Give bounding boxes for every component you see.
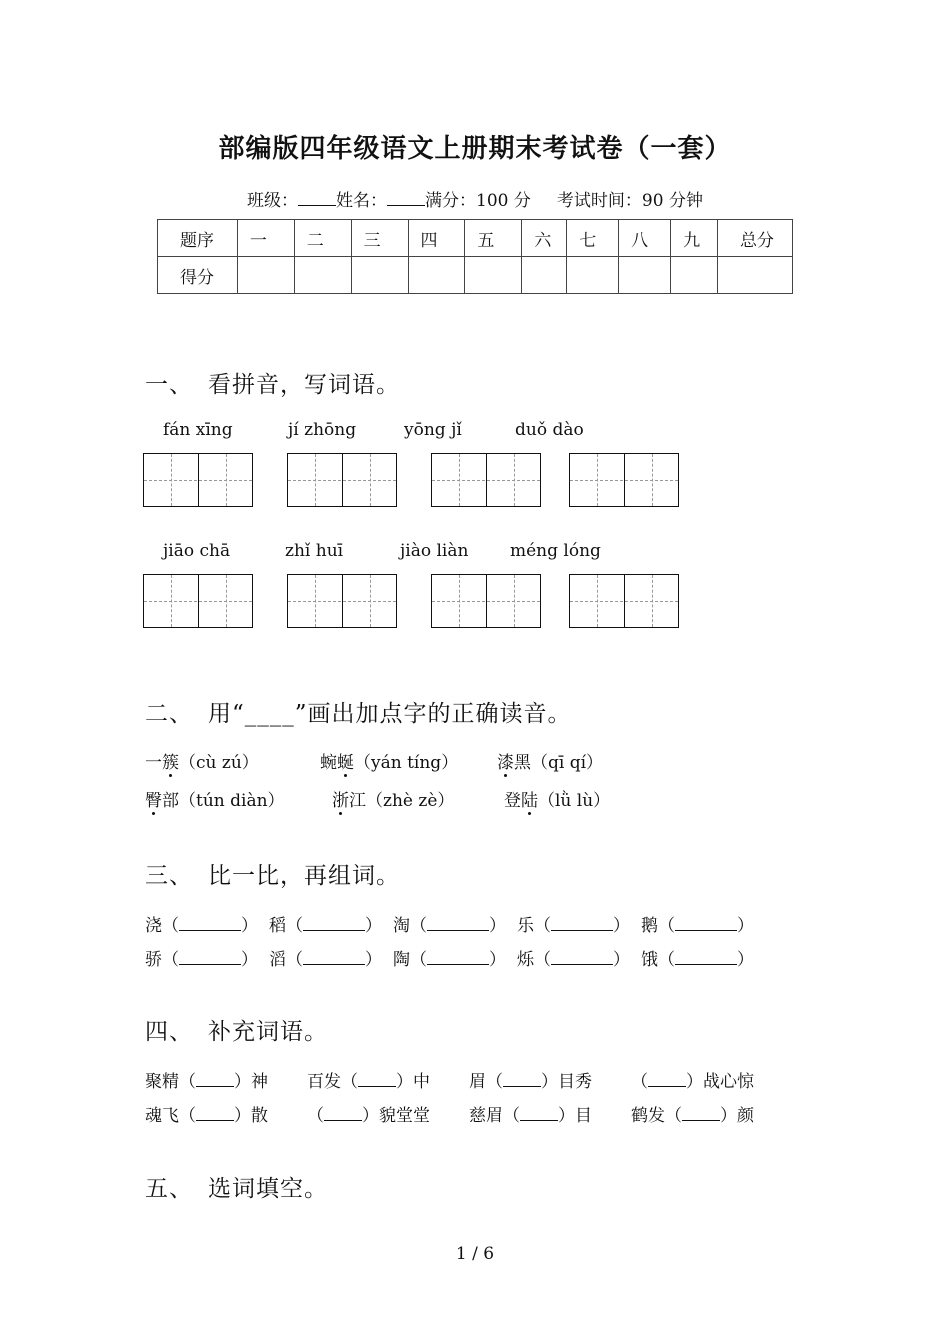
idiom-item[interactable]: 眉（ ）目秀 [469, 1072, 592, 1092]
score-cell[interactable] [237, 257, 294, 294]
dotted-char: 蜒 [337, 748, 354, 773]
writing-grid[interactable] [569, 453, 679, 507]
writing-grid[interactable] [287, 574, 397, 628]
section-title: 用“____”画出加点字的正确读音。 [208, 701, 572, 727]
dotted-char: 臀 [145, 786, 162, 811]
compare-row [145, 945, 765, 970]
score-header-cell: 题序 [158, 220, 238, 257]
item-options: 江（zhè zè） [349, 791, 455, 811]
compare-row [145, 911, 765, 936]
writing-grid[interactable] [143, 453, 253, 507]
item-prefix: 登 [504, 791, 521, 811]
score-table-score-row [158, 257, 793, 294]
section-title: 比一比，再组词。 [208, 863, 400, 889]
score-cell[interactable] [465, 257, 522, 294]
reading-item[interactable] [504, 786, 610, 811]
score-header-cell: 六 [522, 220, 567, 257]
idiom-item[interactable]: 百发（ ）中 [307, 1072, 430, 1092]
item-prefix: 一 [145, 753, 162, 773]
compare-item[interactable]: 烁（ ） [517, 950, 630, 970]
section-number: 五、 [145, 1176, 193, 1202]
idiom-row [145, 1067, 793, 1092]
score-header-cell: 四 [408, 220, 465, 257]
compare-item[interactable]: 稻（ ） [269, 916, 382, 936]
score-cell[interactable] [567, 257, 619, 294]
score-header-cell: 九 [671, 220, 718, 257]
pinyin-label: jiāo chā [163, 541, 231, 561]
score-cell[interactable] [408, 257, 465, 294]
idiom-item[interactable]: 聚精（ ）神 [145, 1072, 268, 1092]
page-number: 1 / 6 [455, 1244, 495, 1264]
score-header-cell: 总分 [718, 220, 793, 257]
writing-grid[interactable] [569, 574, 679, 628]
idiom-item[interactable]: 慈眉（ ）目 [469, 1106, 592, 1126]
score-header-cell: 二 [294, 220, 351, 257]
score-row-label: 得分 [158, 257, 238, 294]
compare-item[interactable]: 饿（ ） [641, 950, 754, 970]
idiom-row [145, 1101, 793, 1126]
writing-grid[interactable] [431, 453, 541, 507]
section-number: 三、 [145, 863, 193, 889]
compare-item[interactable]: 滔（ ） [269, 950, 382, 970]
page-title: 部编版四年级语文上册期末考试卷（一套） [218, 134, 732, 164]
score-cell[interactable] [619, 257, 671, 294]
compare-item[interactable]: 淘（ ） [393, 916, 506, 936]
section-4-heading [145, 1013, 328, 1046]
section-title: 选词填空。 [208, 1176, 328, 1202]
item-options: 黑（qī qí） [514, 753, 604, 773]
score-header-cell: 三 [351, 220, 408, 257]
dotted-char: 浙 [332, 786, 349, 811]
section-number: 二、 [145, 701, 193, 727]
item-options: （yán tíng） [354, 753, 459, 773]
item-prefix: 蜿 [320, 753, 337, 773]
pinyin-label: méng lóng [510, 541, 601, 561]
pinyin-label: zhǐ huī [285, 541, 344, 561]
compare-item[interactable]: 浇（ ） [145, 916, 258, 936]
section-1-heading [145, 366, 400, 399]
item-options: （lǜ lù） [538, 791, 611, 811]
score-header-cell: 一 [237, 220, 294, 257]
section-2-heading [145, 695, 572, 728]
score-table-header-row [158, 220, 793, 257]
pinyin-label: duǒ dào [515, 420, 584, 440]
reading-item[interactable] [145, 748, 259, 773]
section-title: 补充词语。 [208, 1019, 328, 1045]
class-label: 班级： [247, 191, 299, 211]
name-blank[interactable] [387, 191, 425, 206]
class-blank[interactable] [298, 191, 336, 206]
dotted-char: 漆 [497, 748, 514, 773]
dotted-char: 陆 [521, 786, 538, 811]
dotted-char: 簇 [162, 748, 179, 773]
section-3-heading [145, 857, 400, 890]
compare-item[interactable]: 骄（ ） [145, 950, 258, 970]
score-header-cell: 五 [465, 220, 522, 257]
full-score: 满分：100 分 [425, 191, 531, 211]
section-number: 四、 [145, 1019, 193, 1045]
exam-time: 考试时间：90 分钟 [556, 191, 703, 211]
writing-grid[interactable] [431, 574, 541, 628]
item-options: （cù zú） [179, 753, 259, 773]
item-options: 部（tún diàn） [162, 791, 285, 811]
idiom-item[interactable]: （ ）战心惊 [631, 1072, 754, 1092]
pinyin-label: fán xīng [163, 420, 233, 440]
section-title: 看拼音，写词语。 [208, 372, 400, 398]
score-cell[interactable] [522, 257, 567, 294]
exam-info [0, 186, 950, 211]
score-cell[interactable] [351, 257, 408, 294]
writing-grid[interactable] [143, 574, 253, 628]
writing-grid[interactable] [287, 453, 397, 507]
name-label: 姓名： [336, 191, 388, 211]
score-header-cell: 八 [619, 220, 671, 257]
pinyin-label: jiào liàn [400, 541, 469, 561]
section-5-heading [145, 1170, 328, 1203]
score-header-cell: 七 [567, 220, 619, 257]
idiom-item[interactable]: 魂飞（ ）散 [145, 1106, 268, 1126]
reading-item[interactable] [332, 786, 454, 811]
idiom-item[interactable]: 鹤发（ ）颜 [631, 1106, 754, 1126]
pinyin-label: yōng jǐ [404, 420, 462, 440]
reading-item[interactable] [145, 786, 285, 811]
score-table [157, 219, 793, 294]
compare-item[interactable]: 鹅（ ） [641, 916, 754, 936]
reading-item[interactable] [497, 748, 603, 773]
pinyin-label: jí zhōng [288, 420, 357, 440]
idiom-item[interactable]: （ ）貌堂堂 [307, 1106, 430, 1126]
reading-item[interactable] [320, 748, 458, 773]
score-cell[interactable] [294, 257, 351, 294]
compare-item[interactable]: 乐（ ） [517, 916, 630, 936]
score-cell[interactable] [718, 257, 793, 294]
section-number: 一、 [145, 372, 193, 398]
compare-item[interactable]: 陶（ ） [393, 950, 506, 970]
score-cell[interactable] [671, 257, 718, 294]
